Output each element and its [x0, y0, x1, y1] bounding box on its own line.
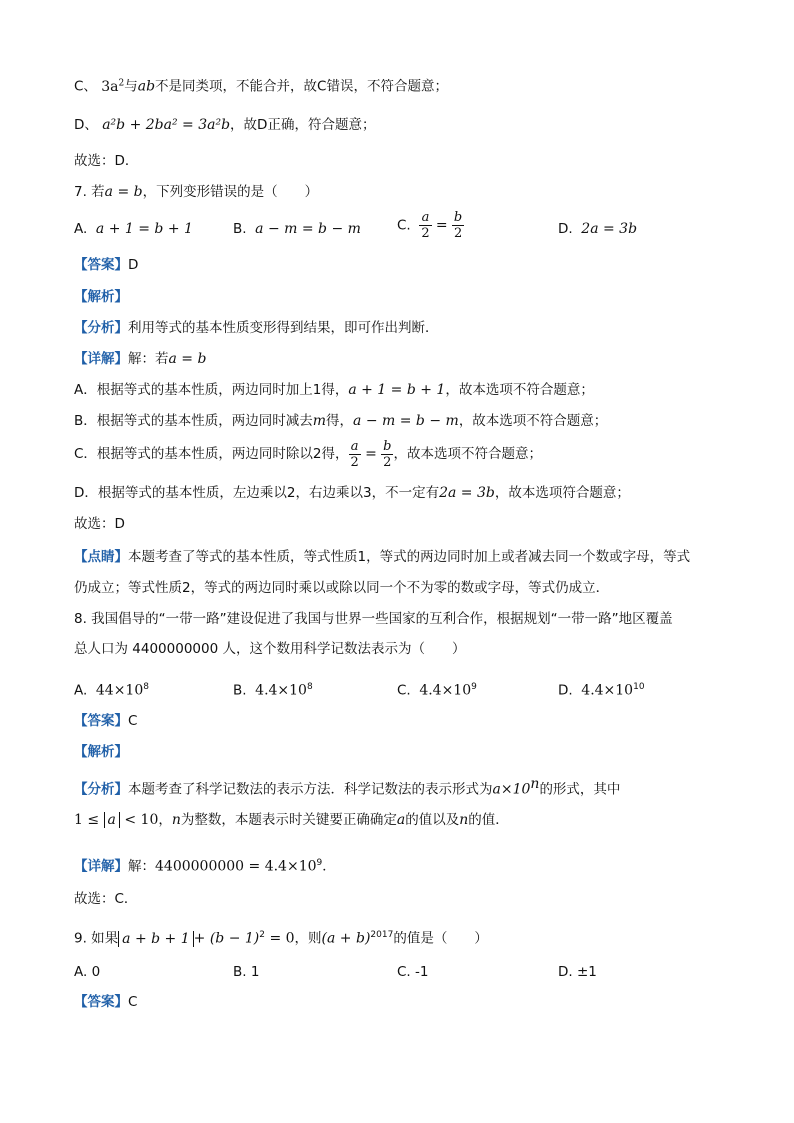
q8-fenxi: 【分析】本题考查了科学记数法的表示方法．科学记数法的表示形式为$a\times 10^n$的形式，其中 — [74, 776, 621, 798]
q8-stem-2: 总人口为 4400000000 人，这个数用科学记数法表示为（ ） — [74, 641, 466, 657]
q6-option-c-explanation: C、 $3a^2$与ab不是同类项，不能合并，故C错误，不符合题意； — [74, 78, 448, 95]
q7-option-c: C. $\frac{a}{2}$ = $\frac{b}{2}$ — [397, 210, 463, 241]
q7-detail-line-c: C．根据等式的基本性质，两边同时除以2得， $\frac{a}{2}$ = $\frac{b}{2}$ ，故本选项不符合题意； — [74, 438, 542, 470]
q6-choose: 故选：D． — [74, 153, 139, 169]
math-expression: $3a^2$ — [101, 78, 125, 95]
q7-detail-line-d: D．根据等式的基本性质，左边乘以2，右边乘以3，不一定有2a = 3b，故本选项符合题意； — [74, 485, 630, 501]
q7-stem: 7. 若a = b，下列变形错误的是（ ） — [74, 184, 319, 200]
q8-stem-1: 8. 我国倡导的“一带一路”建设促进了我国与世界一些国家的互利合作，根据规划“一带一路”地区覆盖 — [74, 611, 673, 627]
q8-detail: 【详解】解：$4400000000 = 4.4\times 10^9$． — [74, 858, 336, 875]
q7-option-d: D. 2a = 3b — [558, 221, 638, 237]
q9-option-d: D. ±1 — [558, 964, 597, 980]
q7-answer: 【答案】D — [74, 257, 139, 273]
q7-dianjing-2: 仍成立；等式性质2，等式的两边同时乘以或除以同一个不为零的数或字母，等式仍成立． — [74, 580, 610, 596]
q7-analysis-heading: 【解析】 — [74, 289, 128, 305]
q8-option-c: C. $4.4\times 10^9$ — [397, 682, 477, 699]
q9-option-a: A. 0 — [74, 964, 101, 980]
q8-option-d: D. $4.4\times 10^{10}$ — [558, 682, 645, 699]
q6-option-d-explanation: D、 a²b + 2ba² = 3a²b，故D正确，符合题意； — [74, 117, 376, 133]
q9-option-c: C. -1 — [397, 964, 429, 980]
q9-option-b: B. 1 — [233, 964, 260, 980]
q8-answer: 【答案】C — [74, 713, 138, 729]
q7-option-b: B. a − m = b − m — [233, 221, 361, 237]
q8-option-b: B. $4.4\times 10^8$ — [233, 682, 313, 699]
q8-analysis-heading: 【解析】 — [74, 744, 128, 760]
q9-stem: 9. 如果 $a + b + 1 + (b - 1)^2 = 0$，则$(a + b)^{2017}$的值是（ ） — [74, 930, 488, 947]
q9-answer: 【答案】C — [74, 994, 138, 1010]
q8-condition: 1 ≤ a < 10，n为整数，本题表示时关键要正确确定a的值以及n的值． — [74, 812, 509, 828]
q7-fenxi: 【分析】利用等式的基本性质变形得到结果，即可作出判断． — [74, 320, 439, 336]
q7-detail-line-b: B．根据等式的基本性质，两边同时减去m得，a − m = b − m，故本选项不符合题意； — [74, 413, 608, 429]
q7-detail-line-a: A．根据等式的基本性质，两边同时加上1得，a + 1 = b + 1，故本选项不符合题意； — [74, 382, 594, 398]
q7-detail: 【详解】解：若a = b — [74, 351, 207, 367]
q7-option-a: A. a + 1 = b + 1 — [74, 221, 193, 237]
q8-option-a: A. $44\times 10^8$ — [74, 682, 149, 699]
q8-choose: 故选：C． — [74, 891, 138, 907]
q7-choose: 故选：D — [74, 516, 125, 532]
q7-dianjing-1: 【点睛】本题考查了等式的基本性质，等式性质1，等式的两边同时加上或者减去同一个数或字母，等式 — [74, 549, 691, 565]
